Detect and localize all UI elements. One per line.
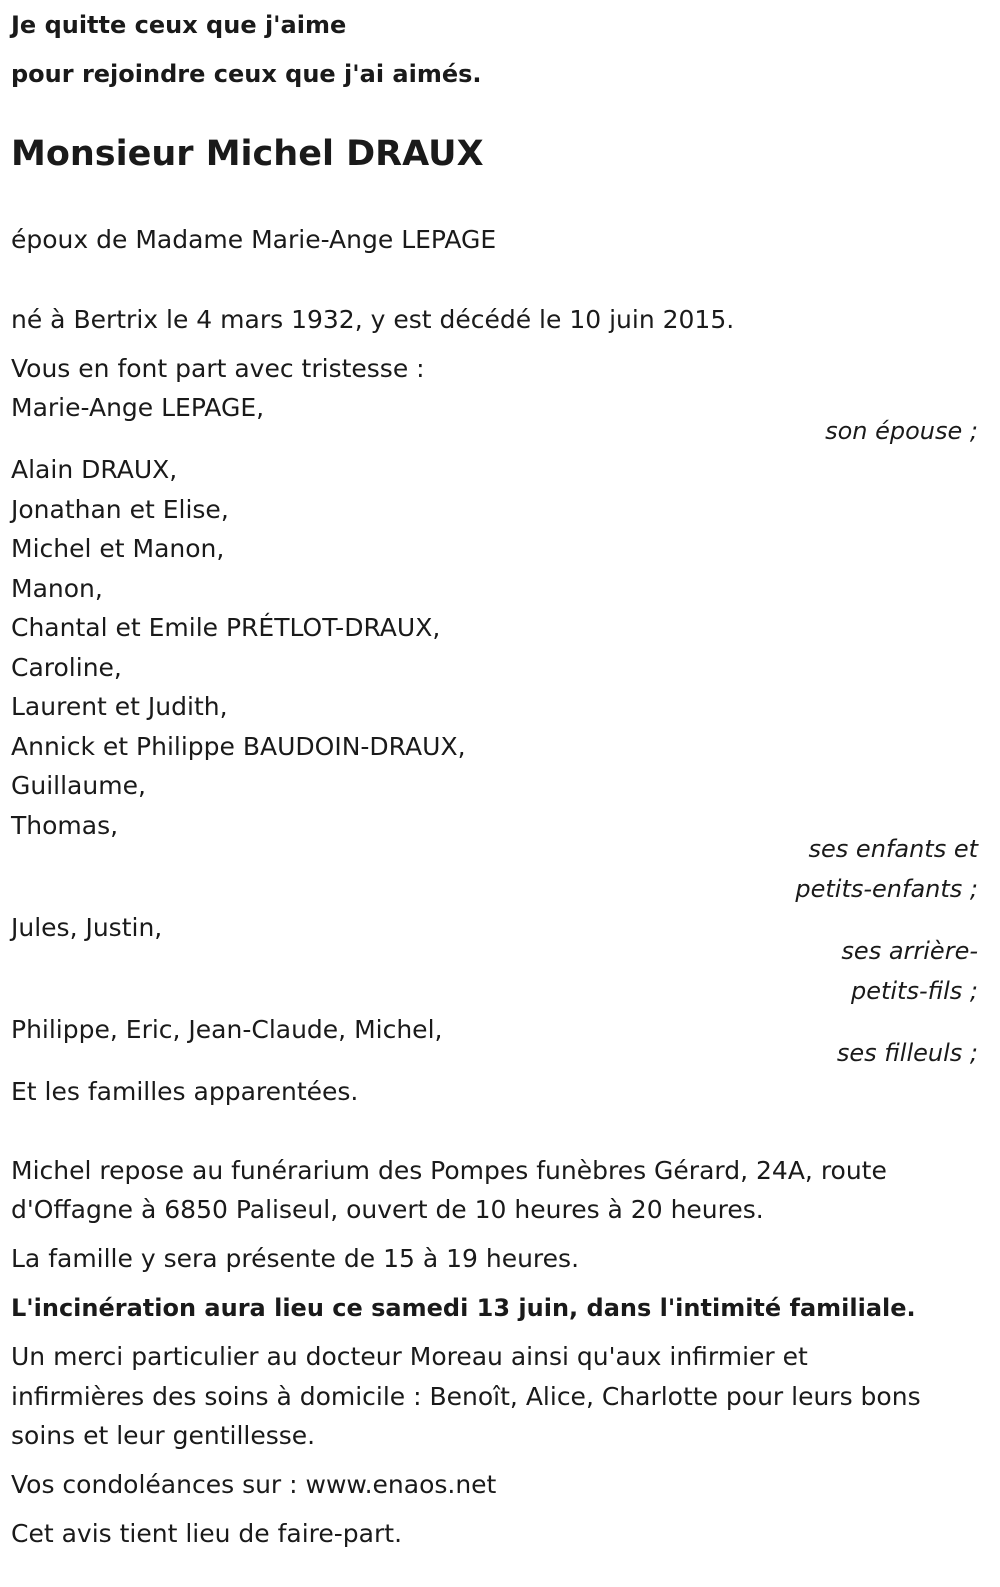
child-name: Thomas,	[11, 811, 119, 840]
relation-spouse: son épouse ;	[825, 417, 978, 445]
child-name: Jonathan et Elise,	[11, 495, 229, 524]
thanks-line-1: Un merci particulier au docteur Moreau ainsi qu'aux infirmier et	[11, 1342, 808, 1371]
cremation-line: L'incinération aura lieu ce samedi 13 juin, dans l'intimité familiale.	[11, 1294, 916, 1322]
spouse-name: Marie-Ange LEPAGE,	[11, 393, 265, 422]
thanks-line-3: soins et leur gentillesse.	[11, 1421, 316, 1450]
spouse-line: époux de Madame Marie-Ange LEPAGE	[11, 225, 497, 254]
child-name: Laurent et Judith,	[11, 692, 228, 721]
child-name: Manon,	[11, 574, 103, 603]
relation-godchildren: ses filleuls ;	[836, 1039, 978, 1067]
families-line: Et les familles apparentées.	[11, 1077, 359, 1106]
birth-death-line: né à Bertrix le 4 mars 1932, y est décédé le 10 juin 2015.	[11, 305, 735, 334]
child-name: Alain DRAUX,	[11, 455, 178, 484]
child-name: Guillaume,	[11, 771, 146, 800]
presence-line: La famille y sera présente de 15 à 19 heures.	[11, 1244, 580, 1273]
condolences-line: Vos condoléances sur : www.enaos.net	[11, 1470, 497, 1499]
quote-line-2: pour rejoindre ceux que j'ai aimés.	[11, 60, 482, 88]
closing-line: Cet avis tient lieu de faire-part.	[11, 1519, 403, 1548]
thanks-line-2: infirmières des soins à domicile : Benoît, Alice, Charlotte pour leurs bons	[11, 1382, 921, 1411]
announce-intro: Vous en font part avec tristesse :	[11, 354, 425, 383]
relation-children-line-1: ses enfants et	[808, 835, 978, 863]
child-name: Caroline,	[11, 653, 122, 682]
quote-line-1: Je quitte ceux que j'aime	[11, 11, 347, 39]
relation-great-grandsons-line-2: petits-fils ;	[850, 977, 978, 1005]
deceased-name: Monsieur Michel DRAUX	[11, 134, 484, 174]
child-name: Annick et Philippe BAUDOIN-DRAUX,	[11, 732, 466, 761]
repose-line-2: d'Offagne à 6850 Paliseul, ouvert de 10 heures à 20 heures.	[11, 1195, 764, 1224]
relation-great-grandsons-line-1: ses arrière-	[841, 937, 978, 965]
relation-children-line-2: petits-enfants ;	[795, 875, 978, 903]
child-name: Michel et Manon,	[11, 534, 225, 563]
great-grandsons-names: Jules, Justin,	[11, 913, 163, 942]
repose-line-1: Michel repose au funérarium des Pompes funèbres Gérard, 24A, route	[11, 1156, 887, 1185]
child-name: Chantal et Emile PRÉTLOT-DRAUX,	[11, 613, 441, 642]
godchildren-names: Philippe, Eric, Jean-Claude, Michel,	[11, 1015, 443, 1044]
